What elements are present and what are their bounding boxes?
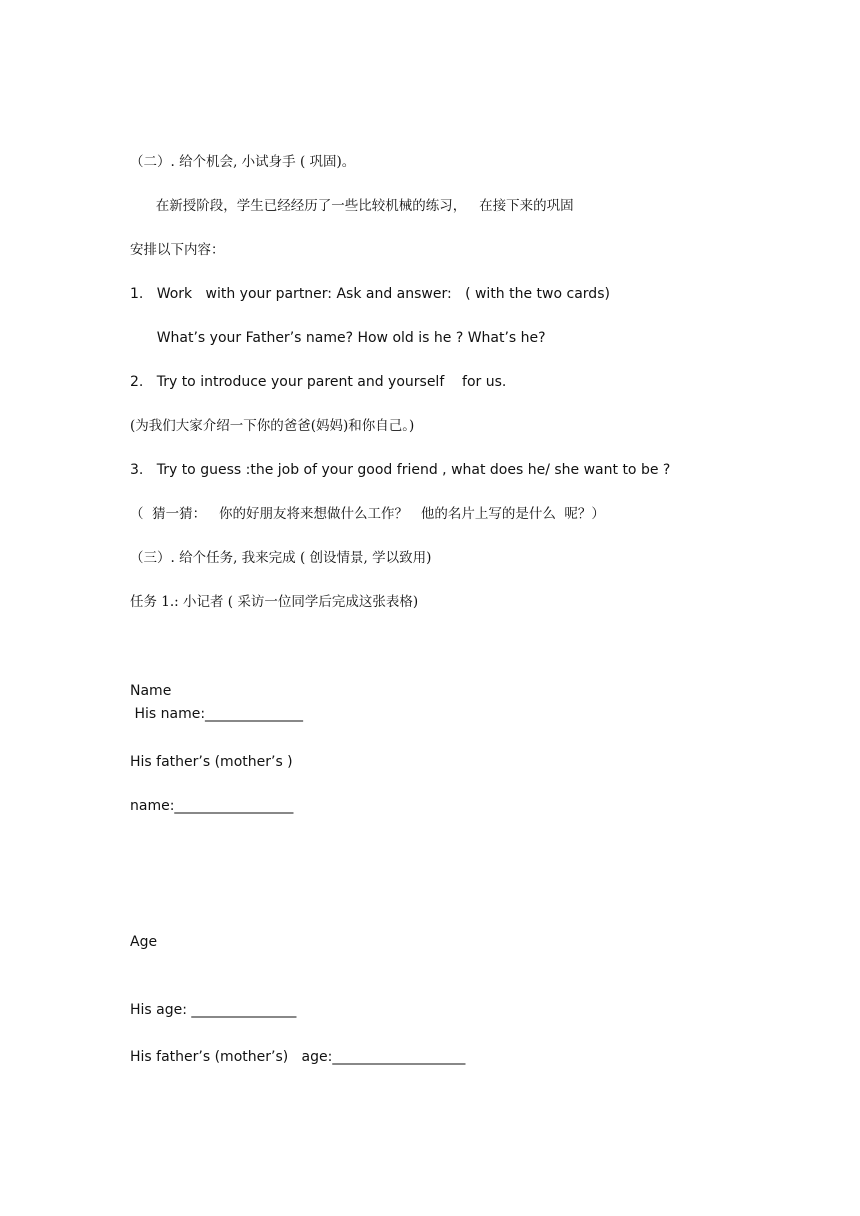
his-age-blank: His age: _______________ bbox=[130, 1002, 297, 1018]
activity-item-1-questions: What’s your Father’s name? How old is he ? What’s he? bbox=[130, 330, 546, 346]
age-section-label: Age bbox=[130, 934, 158, 950]
intro-line-2: 安排以下内容： bbox=[130, 242, 225, 258]
activity-item-3-note: （ 猜一猜： 你的好朋友将来想做什么工作？ 他的名片上写的是什么 呢？） bbox=[130, 506, 605, 522]
section-3-heading: （三）. 给个任务, 我来完成 ( 创设情景, 学以致用) bbox=[130, 550, 432, 566]
name-section-label: Name bbox=[130, 683, 172, 699]
intro-line-1: 在新授阶段，学生已经经历了一些比较机械的练习， 在接下来的巩固 bbox=[130, 198, 574, 214]
activity-item-2: 2. Try to introduce your parent and yourself for us. bbox=[130, 374, 507, 390]
father-name-label: His father’s (mother’s ) bbox=[130, 754, 293, 770]
section-2-heading: （二）. 给个机会, 小试身手 ( 巩固)。 bbox=[130, 154, 356, 170]
father-age-blank: His father’s (mother’s) age:___________________ bbox=[130, 1049, 466, 1065]
activity-item-2-note: (为我们大家介绍一下你的爸爸(妈妈)和你自己。) bbox=[130, 418, 415, 434]
activity-item-3: 3. Try to guess :the job of your good friend , what does he/ she want to be ? bbox=[130, 462, 671, 478]
father-name-blank: name:_________________ bbox=[130, 798, 294, 814]
task-1-title: 任务 1.: 小记者 ( 采访一位同学后完成这张表格) bbox=[130, 594, 419, 610]
activity-item-1: 1. Work with your partner: Ask and answer: ( with the two cards) bbox=[130, 286, 610, 302]
his-name-blank: His name:______________ bbox=[130, 706, 304, 722]
